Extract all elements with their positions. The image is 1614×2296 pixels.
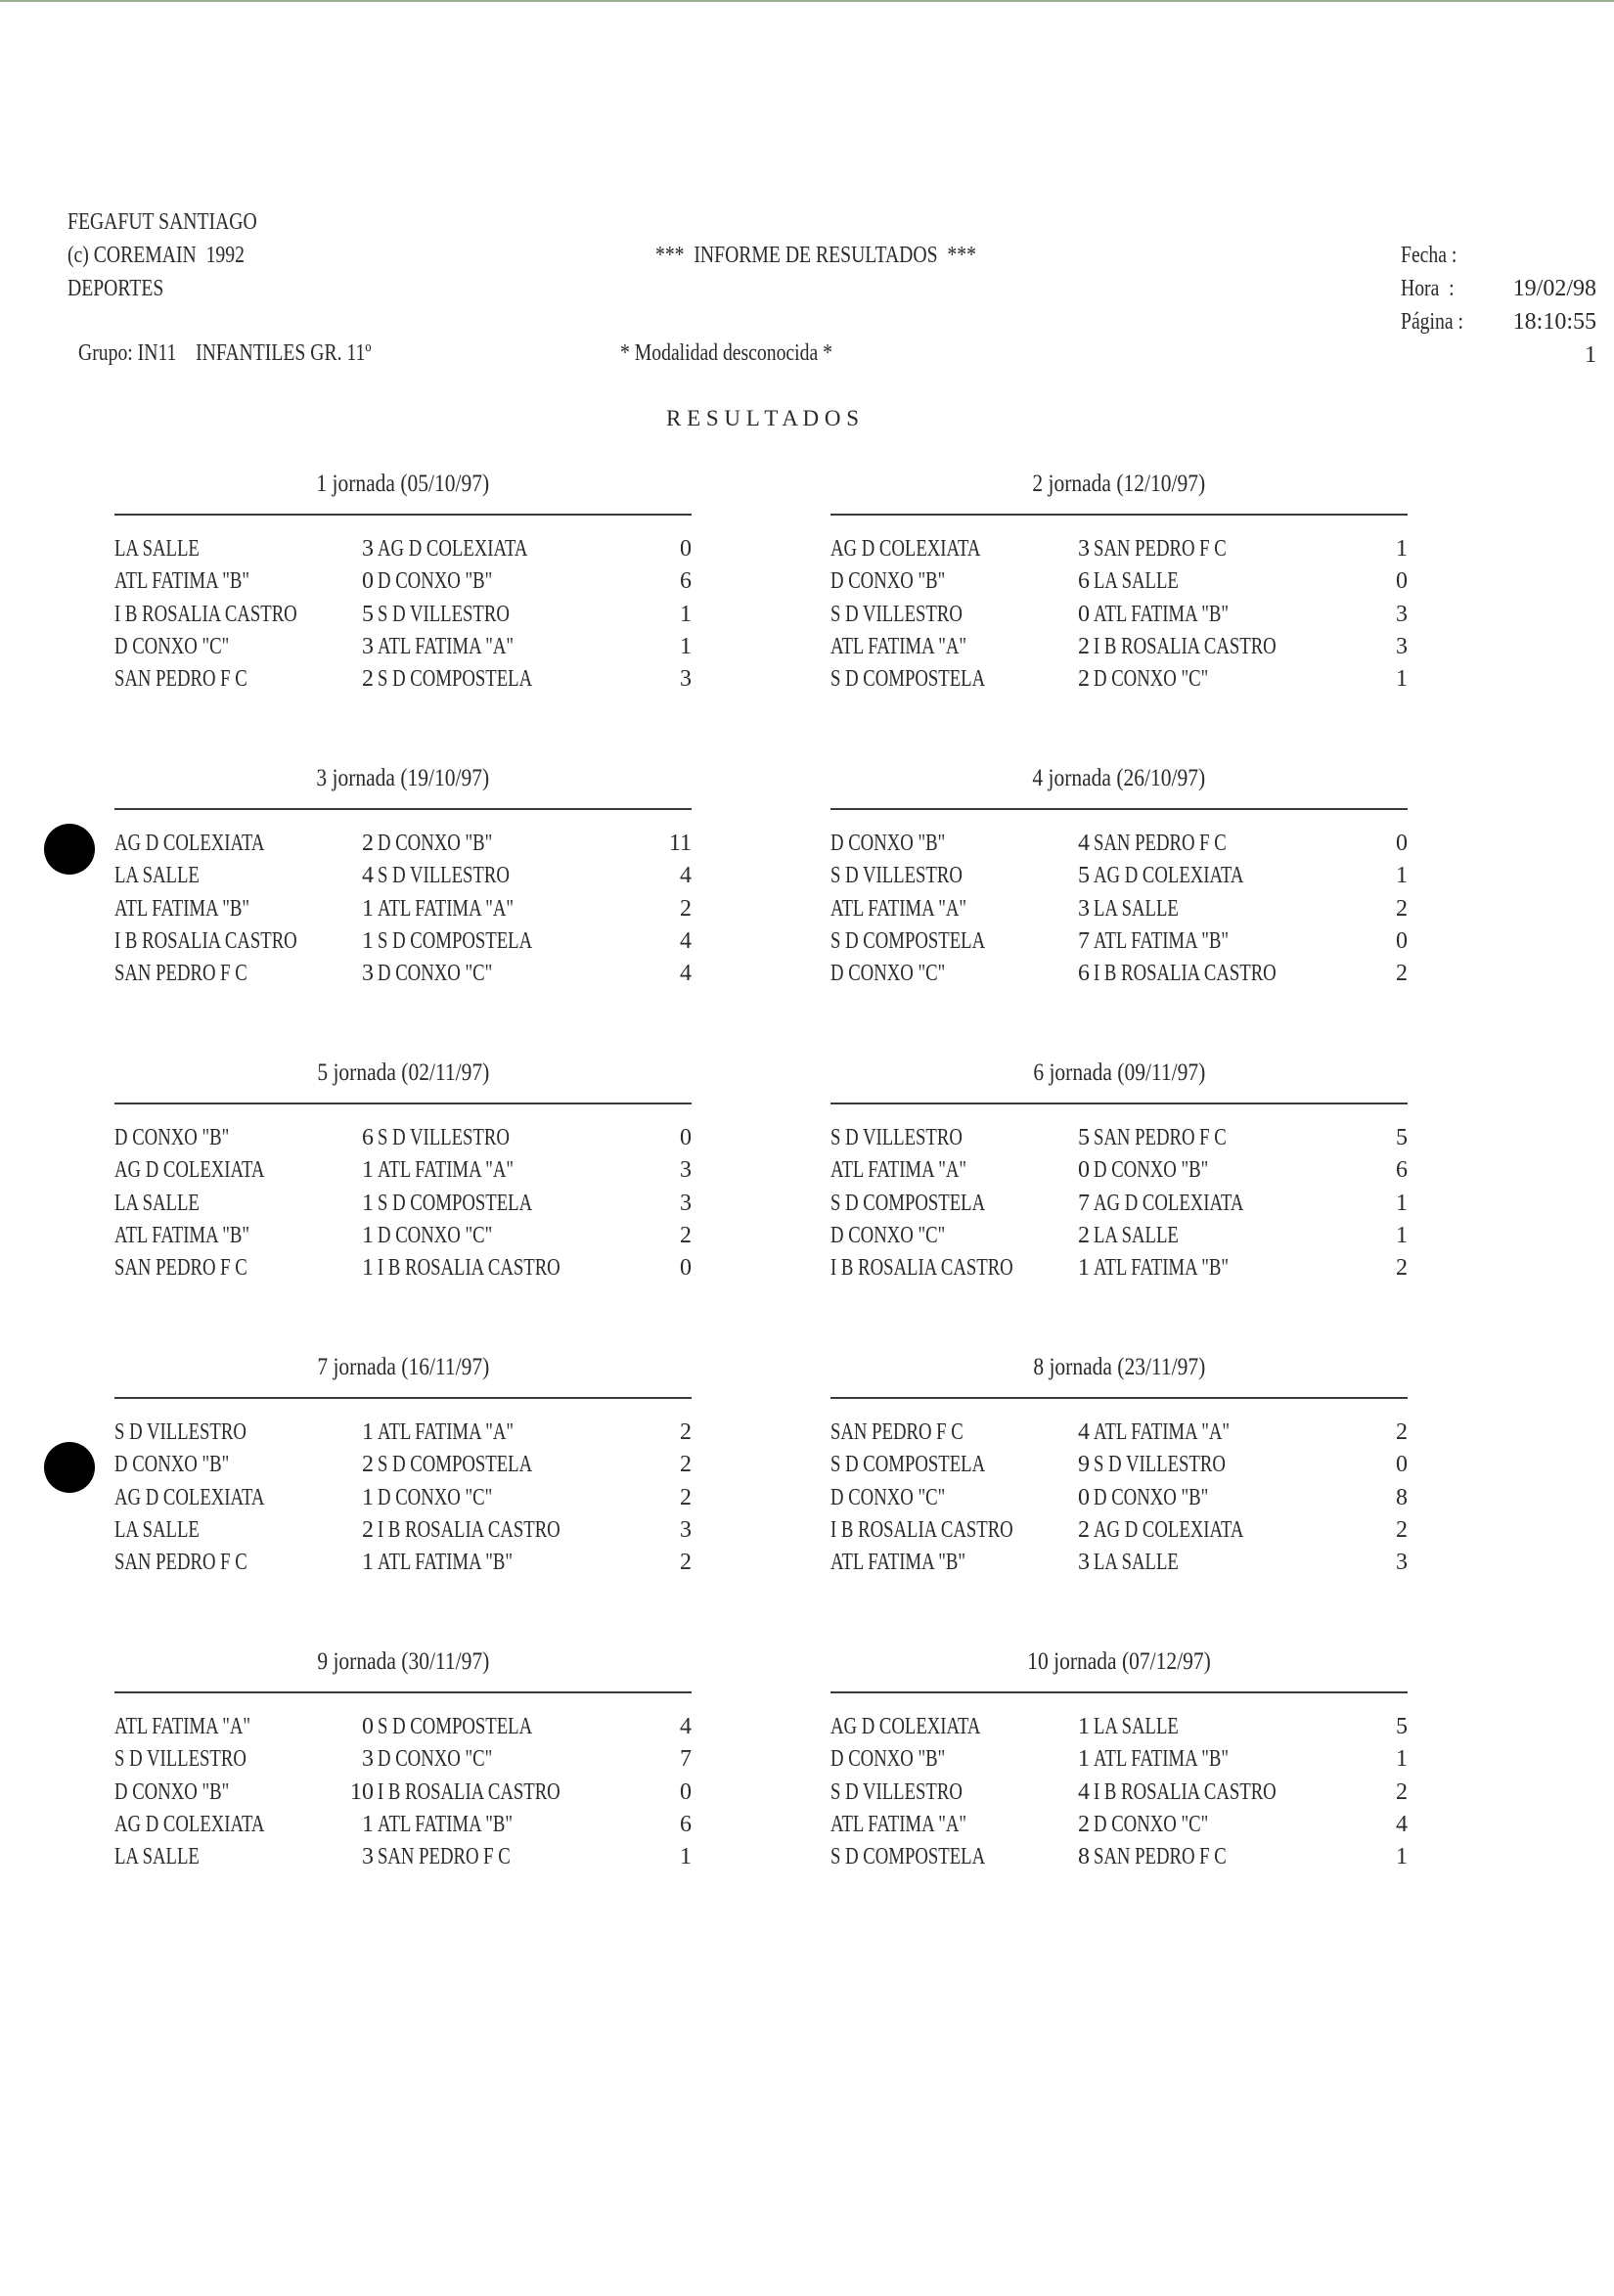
home-score: 7 <box>1078 1190 1090 1216</box>
home-team: ATL FATIMA "A" <box>830 895 967 922</box>
match-row <box>830 958 1408 990</box>
away-team: D CONXO "C" <box>378 1484 493 1510</box>
home-score: 1 <box>362 927 374 954</box>
match-row <box>830 1482 1408 1514</box>
home-score: 1 <box>362 1222 374 1248</box>
away-score: 3 <box>1396 601 1408 627</box>
away-team: I B ROSALIA CASTRO <box>1094 1778 1277 1805</box>
home-score: 2 <box>1078 633 1090 659</box>
away-score: 4 <box>1396 1811 1408 1837</box>
away-team: D CONXO "C" <box>378 1746 493 1773</box>
away-score: 3 <box>680 1157 692 1184</box>
home-team: D CONXO "B" <box>114 1125 230 1150</box>
away-score: 3 <box>680 666 692 693</box>
match-row <box>830 1122 1408 1154</box>
home-team: LA SALLE <box>114 536 200 562</box>
home-score: 2 <box>1078 1811 1090 1837</box>
match-row <box>830 1547 1408 1579</box>
match-row <box>114 893 692 925</box>
away-score: 0 <box>680 1125 692 1150</box>
away-score: 2 <box>1396 1516 1408 1543</box>
home-score: 0 <box>362 568 374 595</box>
match-list <box>830 1417 1408 1579</box>
away-score: 0 <box>680 536 692 562</box>
jornada-title: 3 jornada (19/10/97) <box>316 765 490 791</box>
jornada-title: 6 jornada (09/11/97) <box>1033 1059 1205 1086</box>
jornada-title: 9 jornada (30/11/97) <box>317 1648 489 1675</box>
home-team: I B ROSALIA CASTRO <box>830 1516 1013 1543</box>
match-list <box>114 1122 692 1284</box>
away-team: LA SALLE <box>1094 1222 1179 1248</box>
match-row <box>114 1482 692 1514</box>
away-team: LA SALLE <box>1094 1714 1179 1739</box>
jornada-title: 4 jornada (26/10/97) <box>1032 765 1206 791</box>
jornada-title: 2 jornada (12/10/97) <box>1032 471 1206 497</box>
home-team: I B ROSALIA CASTRO <box>114 601 297 627</box>
home-team: SAN PEDRO F C <box>114 961 247 987</box>
match-row <box>830 533 1408 565</box>
home-score: 0 <box>1078 1484 1090 1510</box>
home-team: ATL FATIMA "B" <box>114 895 250 922</box>
away-score: 3 <box>1396 633 1408 659</box>
away-team: S D VILLESTRO <box>1094 1452 1226 1478</box>
match-row <box>114 1449 692 1481</box>
modalidad: * Modalidad desconocida * <box>620 340 832 366</box>
home-team: D CONXO "B" <box>830 568 946 595</box>
home-team: D CONXO "C" <box>830 961 946 987</box>
match-row <box>830 631 1408 663</box>
away-score: 4 <box>680 863 692 889</box>
away-team: ATL FATIMA "B" <box>378 1811 514 1837</box>
away-score: 1 <box>1396 536 1408 562</box>
match-row <box>114 663 692 696</box>
away-team: I B ROSALIA CASTRO <box>378 1516 560 1543</box>
away-score: 0 <box>1396 927 1408 954</box>
home-team: ATL FATIMA "A" <box>114 1714 251 1739</box>
away-score: 1 <box>1396 1746 1408 1773</box>
match-row <box>830 1154 1408 1187</box>
home-score: 3 <box>1078 536 1090 562</box>
away-score: 4 <box>680 961 692 987</box>
match-row <box>114 925 692 958</box>
jornada-title: 7 jornada (16/11/97) <box>317 1354 489 1380</box>
away-team: D CONXO "B" <box>1094 1484 1209 1510</box>
away-score: 5 <box>1396 1125 1408 1150</box>
away-team: S D VILLESTRO <box>378 601 510 627</box>
home-team: AG D COLEXIATA <box>114 1484 265 1510</box>
home-team: I B ROSALIA CASTRO <box>830 1255 1013 1282</box>
pagina-line <box>1401 272 1596 372</box>
match-row <box>114 1154 692 1187</box>
home-score: 1 <box>1078 1255 1090 1282</box>
match-row <box>830 925 1408 958</box>
home-score: 9 <box>1078 1452 1090 1478</box>
home-team: S D VILLESTRO <box>830 601 963 627</box>
home-team: LA SALLE <box>114 1844 200 1870</box>
match-row <box>114 1809 692 1841</box>
home-team: AG D COLEXIATA <box>830 536 981 562</box>
away-score: 2 <box>1396 961 1408 987</box>
home-team: D CONXO "B" <box>114 1452 230 1478</box>
away-score: 2 <box>680 1222 692 1248</box>
match-row <box>114 533 692 565</box>
match-row <box>830 1252 1408 1284</box>
home-score: 2 <box>1078 666 1090 693</box>
away-score: 3 <box>680 1190 692 1216</box>
home-team: S D COMPOSTELA <box>830 666 986 693</box>
home-team: SAN PEDRO F C <box>114 1550 247 1576</box>
punch-hole-bottom <box>44 1442 95 1493</box>
home-score: 3 <box>1078 1550 1090 1576</box>
away-score: 1 <box>680 601 692 627</box>
away-score: 4 <box>680 1714 692 1739</box>
match-list <box>114 1711 692 1873</box>
home-score: 4 <box>1078 1778 1090 1805</box>
home-team: ATL FATIMA "A" <box>830 1811 967 1837</box>
home-team: AG D COLEXIATA <box>114 831 265 856</box>
match-row <box>830 663 1408 696</box>
home-score: 6 <box>1078 961 1090 987</box>
match-row <box>830 1809 1408 1841</box>
copyright: (c) COREMAIN 1992 <box>67 243 245 268</box>
match-row <box>114 1514 692 1547</box>
match-row <box>830 1220 1408 1252</box>
home-team: ATL FATIMA "B" <box>830 1550 966 1576</box>
away-team: ATL FATIMA "B" <box>1094 1255 1230 1282</box>
home-score: 5 <box>1078 863 1090 889</box>
match-row <box>830 1743 1408 1776</box>
away-score: 3 <box>1396 1550 1408 1576</box>
match-row <box>830 1777 1408 1809</box>
away-score: 1 <box>1396 1222 1408 1248</box>
away-score: 1 <box>1396 666 1408 693</box>
away-score: 1 <box>680 1844 692 1870</box>
top-border <box>0 0 1614 2</box>
away-team: LA SALLE <box>1094 568 1179 595</box>
home-score: 1 <box>362 895 374 922</box>
hora-label: Hora : <box>1401 276 1455 301</box>
jornada-rule <box>114 1691 692 1693</box>
jornada-rule <box>830 514 1408 516</box>
away-team: D CONXO "C" <box>1094 666 1209 693</box>
away-team: AG D COLEXIATA <box>1094 863 1244 889</box>
section-title: R E S U L T A D O S <box>666 406 860 430</box>
away-team: S D COMPOSTELA <box>378 927 533 954</box>
away-team: AG D COLEXIATA <box>378 536 528 562</box>
away-team: AG D COLEXIATA <box>1094 1516 1244 1543</box>
away-team: SAN PEDRO F C <box>1094 536 1227 562</box>
home-team: D CONXO "B" <box>830 1746 946 1773</box>
home-score: 1 <box>362 1419 374 1445</box>
away-score: 8 <box>1396 1484 1408 1510</box>
away-score: 1 <box>1396 1190 1408 1216</box>
home-score: 2 <box>362 666 374 693</box>
jornada-rule <box>830 1691 1408 1693</box>
jornada-title: 10 jornada (07/12/97) <box>1027 1648 1211 1675</box>
home-team: S D VILLESTRO <box>114 1419 247 1445</box>
report-title: *** INFORME DE RESULTADOS *** <box>655 243 976 268</box>
away-team: S D COMPOSTELA <box>378 1452 533 1478</box>
home-score: 2 <box>1078 1222 1090 1248</box>
home-team: I B ROSALIA CASTRO <box>114 927 297 954</box>
match-row <box>114 565 692 598</box>
away-score: 6 <box>1396 1157 1408 1184</box>
away-score: 0 <box>680 1778 692 1805</box>
home-team: D CONXO "C" <box>830 1222 946 1248</box>
home-team: SAN PEDRO F C <box>114 666 247 693</box>
home-score: 3 <box>1078 895 1090 922</box>
home-score: 8 <box>1078 1844 1090 1870</box>
pagina-value: 1 <box>1585 342 1596 368</box>
home-score: 1 <box>362 1255 374 1282</box>
home-score: 5 <box>362 601 374 627</box>
away-team: AG D COLEXIATA <box>1094 1190 1244 1216</box>
home-team: AG D COLEXIATA <box>114 1157 265 1184</box>
away-score: 0 <box>1396 568 1408 595</box>
home-score: 2 <box>362 1452 374 1478</box>
home-team: D CONXO "B" <box>114 1778 230 1805</box>
home-team: SAN PEDRO F C <box>830 1419 964 1445</box>
match-row <box>114 1220 692 1252</box>
jornada-title: 8 jornada (23/11/97) <box>1033 1354 1205 1380</box>
match-row <box>830 828 1408 860</box>
home-score: 7 <box>1078 927 1090 954</box>
away-score: 2 <box>1396 1419 1408 1445</box>
away-team: ATL FATIMA "B" <box>378 1550 514 1576</box>
home-team: S D COMPOSTELA <box>830 1190 986 1216</box>
home-team: ATL FATIMA "A" <box>830 633 967 659</box>
away-team: I B ROSALIA CASTRO <box>378 1255 560 1282</box>
hora-value: 18:10:55 <box>1512 309 1596 335</box>
home-score: 4 <box>1078 1419 1090 1445</box>
match-row <box>830 599 1408 631</box>
home-team: S D VILLESTRO <box>830 1125 963 1150</box>
home-team: S D COMPOSTELA <box>830 1452 986 1478</box>
match-row <box>114 860 692 892</box>
fecha-value: 19/02/98 <box>1512 276 1596 301</box>
home-team: ATL FATIMA "A" <box>830 1157 967 1184</box>
away-team: I B ROSALIA CASTRO <box>378 1778 560 1805</box>
away-score: 4 <box>680 927 692 954</box>
away-score: 1 <box>680 633 692 659</box>
home-score: 1 <box>362 1157 374 1184</box>
match-list <box>114 828 692 990</box>
match-row <box>830 565 1408 598</box>
home-score: 0 <box>362 1714 374 1739</box>
home-score: 2 <box>1078 1516 1090 1543</box>
home-team: ATL FATIMA "B" <box>114 568 250 595</box>
match-row <box>114 1188 692 1220</box>
home-score: 6 <box>362 1125 374 1150</box>
away-team: ATL FATIMA "A" <box>1094 1419 1231 1445</box>
away-team: S D COMPOSTELA <box>378 1190 533 1216</box>
home-team: S D VILLESTRO <box>830 863 963 889</box>
home-team: AG D COLEXIATA <box>114 1811 265 1837</box>
home-score: 5 <box>1078 1125 1090 1150</box>
away-score: 7 <box>680 1746 692 1773</box>
home-team: S D COMPOSTELA <box>830 927 986 954</box>
pagina-label: Página : <box>1401 309 1463 335</box>
home-score: 1 <box>362 1484 374 1510</box>
home-team: D CONXO "C" <box>114 633 230 659</box>
home-score: 1 <box>1078 1714 1090 1739</box>
org-name: FEGAFUT SANTIAGO <box>67 209 257 235</box>
match-list <box>830 828 1408 990</box>
home-team: LA SALLE <box>114 1516 200 1543</box>
away-team: I B ROSALIA CASTRO <box>1094 633 1277 659</box>
jornada-rule <box>114 808 692 810</box>
match-row <box>830 860 1408 892</box>
home-score: 1 <box>362 1811 374 1837</box>
jornada-rule <box>830 1397 1408 1399</box>
away-team: LA SALLE <box>1094 1550 1179 1576</box>
away-score: 0 <box>680 1255 692 1282</box>
match-row <box>830 1417 1408 1449</box>
away-score: 3 <box>680 1516 692 1543</box>
home-team: S D VILLESTRO <box>114 1746 247 1773</box>
home-score: 1 <box>1078 1746 1090 1773</box>
department: DEPORTES <box>67 276 164 301</box>
away-team: D CONXO "C" <box>378 961 493 987</box>
home-score: 3 <box>362 1746 374 1773</box>
match-list <box>830 1711 1408 1873</box>
home-score: 4 <box>1078 831 1090 856</box>
home-team: ATL FATIMA "B" <box>114 1222 250 1248</box>
home-score: 10 <box>350 1778 374 1805</box>
jornada-title: 5 jornada (02/11/97) <box>317 1059 489 1086</box>
home-score: 4 <box>362 863 374 889</box>
away-team: ATL FATIMA "A" <box>378 633 515 659</box>
home-team: AG D COLEXIATA <box>830 1714 981 1739</box>
away-team: I B ROSALIA CASTRO <box>1094 961 1277 987</box>
away-team: S D COMPOSTELA <box>378 666 533 693</box>
match-row <box>114 958 692 990</box>
away-team: ATL FATIMA "B" <box>1094 927 1230 954</box>
away-team: SAN PEDRO F C <box>1094 831 1227 856</box>
home-score: 3 <box>362 536 374 562</box>
away-score: 2 <box>680 1550 692 1576</box>
home-score: 6 <box>1078 568 1090 595</box>
away-team: LA SALLE <box>1094 895 1179 922</box>
match-row <box>114 599 692 631</box>
match-list <box>114 533 692 696</box>
home-team: LA SALLE <box>114 1190 200 1216</box>
match-row <box>114 828 692 860</box>
jornada-rule <box>114 514 692 516</box>
home-team: D CONXO "C" <box>830 1484 946 1510</box>
away-score: 2 <box>680 895 692 922</box>
match-row <box>114 1711 692 1743</box>
away-score: 0 <box>1396 831 1408 856</box>
punch-hole-top <box>44 824 95 875</box>
match-row <box>830 1711 1408 1743</box>
jornada-rule <box>830 1103 1408 1104</box>
away-score: 2 <box>680 1452 692 1478</box>
home-team: S D COMPOSTELA <box>830 1844 986 1870</box>
match-row <box>830 1449 1408 1481</box>
away-score: 1 <box>1396 863 1408 889</box>
home-team: S D VILLESTRO <box>830 1778 963 1805</box>
away-score: 6 <box>680 568 692 595</box>
match-list <box>114 1417 692 1579</box>
match-row <box>830 893 1408 925</box>
match-row <box>114 1777 692 1809</box>
match-list <box>830 533 1408 696</box>
away-team: ATL FATIMA "A" <box>378 895 515 922</box>
match-row <box>114 631 692 663</box>
fecha-label: Fecha : <box>1401 243 1457 268</box>
match-row <box>830 1514 1408 1547</box>
match-list <box>830 1122 1408 1284</box>
away-team: S D VILLESTRO <box>378 1125 510 1150</box>
away-team: D CONXO "B" <box>378 831 493 856</box>
home-score: 1 <box>362 1190 374 1216</box>
away-team: D CONXO "C" <box>378 1222 493 1248</box>
away-score: 1 <box>1396 1844 1408 1870</box>
grupo-line: Grupo: IN11 INFANTILES GR. 11º <box>78 340 372 366</box>
away-score: 2 <box>1396 1255 1408 1282</box>
home-team: D CONXO "B" <box>830 831 946 856</box>
match-row <box>114 1547 692 1579</box>
away-team: D CONXO "B" <box>378 568 493 595</box>
away-score: 2 <box>1396 895 1408 922</box>
away-team: D CONXO "B" <box>1094 1157 1209 1184</box>
home-score: 3 <box>362 633 374 659</box>
match-row <box>114 1122 692 1154</box>
away-score: 6 <box>680 1811 692 1837</box>
jornada-title: 1 jornada (05/10/97) <box>316 471 490 497</box>
away-team: ATL FATIMA "B" <box>1094 1746 1230 1773</box>
jornada-rule <box>114 1397 692 1399</box>
home-score: 3 <box>362 961 374 987</box>
home-score: 0 <box>1078 1157 1090 1184</box>
away-team: ATL FATIMA "A" <box>378 1157 515 1184</box>
away-team: ATL FATIMA "B" <box>1094 601 1230 627</box>
home-team: SAN PEDRO F C <box>114 1255 247 1282</box>
home-score: 0 <box>1078 601 1090 627</box>
away-team: SAN PEDRO F C <box>1094 1125 1227 1150</box>
away-score: 11 <box>668 831 692 856</box>
home-score: 2 <box>362 831 374 856</box>
home-score: 2 <box>362 1516 374 1543</box>
away-score: 2 <box>680 1419 692 1445</box>
away-score: 0 <box>1396 1452 1408 1478</box>
match-row <box>114 1743 692 1776</box>
away-score: 5 <box>1396 1714 1408 1739</box>
away-score: 2 <box>680 1484 692 1510</box>
match-row <box>114 1841 692 1873</box>
home-score: 1 <box>362 1550 374 1576</box>
away-team: ATL FATIMA "A" <box>378 1419 515 1445</box>
jornada-rule <box>114 1103 692 1104</box>
away-team: SAN PEDRO F C <box>1094 1844 1227 1870</box>
match-row <box>830 1188 1408 1220</box>
away-team: S D VILLESTRO <box>378 863 510 889</box>
away-score: 2 <box>1396 1778 1408 1805</box>
home-team: LA SALLE <box>114 863 200 889</box>
away-team: SAN PEDRO F C <box>378 1844 511 1870</box>
match-row <box>114 1252 692 1284</box>
home-score: 3 <box>362 1844 374 1870</box>
away-team: D CONXO "C" <box>1094 1811 1209 1837</box>
jornada-rule <box>830 808 1408 810</box>
match-row <box>830 1841 1408 1873</box>
match-row <box>114 1417 692 1449</box>
away-team: S D COMPOSTELA <box>378 1714 533 1739</box>
